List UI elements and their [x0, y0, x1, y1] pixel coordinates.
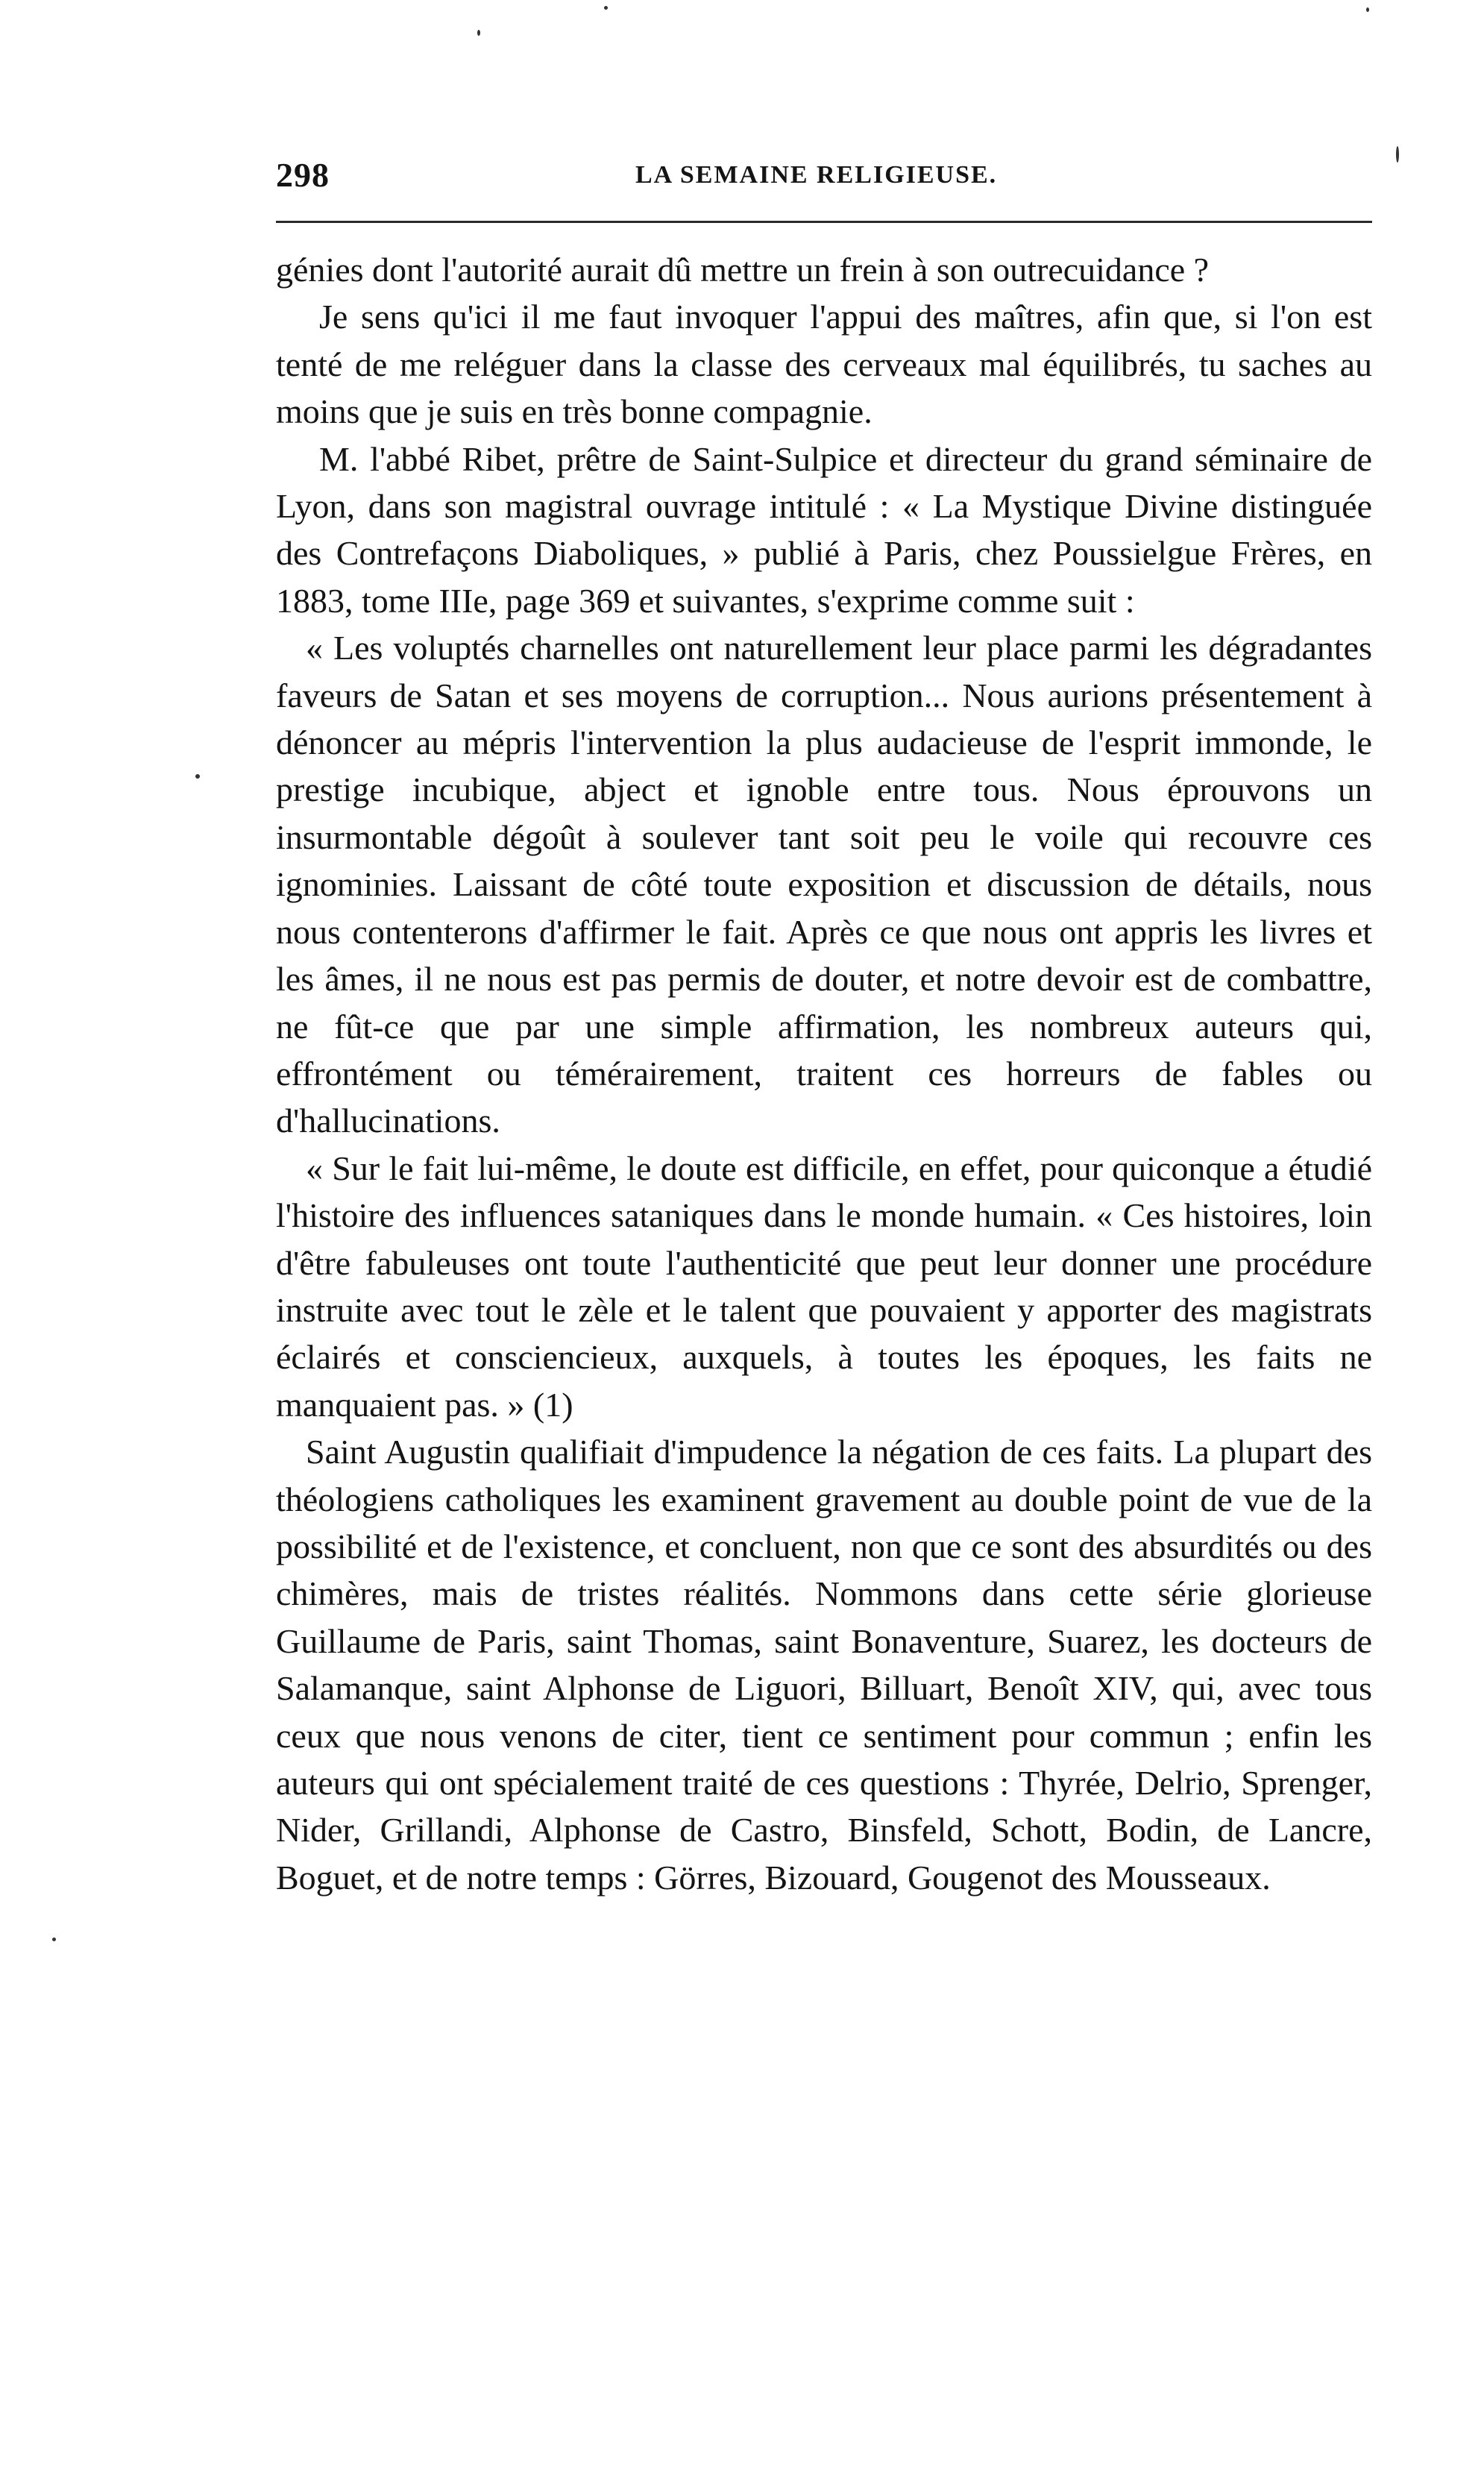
print-speck — [477, 30, 480, 36]
print-speck — [1396, 146, 1399, 163]
paragraph: M. l'abbé Ribet, prêtre de Saint-Sulpice et directeur du grand séminaire de Lyon, dans son magistral ouvrage intitulé : « La Mystique Divine distinguée des Contrefaçons Diaboliques, » publié à Paris, chez Poussielgue Frères, en 1883, tome IIIe, page 369 et suivantes, s'exprime comme suit : — [276, 439, 1372, 620]
running-head — [276, 155, 1380, 200]
body-text — [276, 246, 1372, 1901]
print-speck — [52, 1938, 56, 1941]
page-number: 298 — [276, 156, 330, 194]
quoted-paragraph: « Les voluptés charnelles ont naturellement leur place parmi les dégradantes faveurs de Satan et ses moyens de corruption... Nous aurions présentement à dénoncer au mépris l'intervention la plus audacieuse de l'esprit immonde, le prestige incubique, abject et ignoble entre tous. Nous éprouvons un insurmontable dégoût à soulever tant soit peu le voile qui recouvre ces ignominies. Laissant de côté toute exposition et discussion de détails, nous nous contenterons d'affirmer le fait. Après ce que nous ont appris les livres et les âmes, il ne nous est pas permis de douter, et notre devoir est de combattre, ne fût-ce que par une simple affirmation, les nombreux auteurs qui, effrontément ou témérairement, traitent ces horreurs de fables ou d'hallucinations. — [276, 629, 1372, 1140]
running-title: LA SEMAINE RELIGIEUSE. — [635, 161, 998, 189]
print-speck — [604, 6, 608, 10]
paragraph: Saint Augustin qualifiait d'impudence la négation de ces faits. La plupart des théologiens catholiques les examinent gravement au double point de vue de la possibilité et de l'existence, et concluent, non que ce sont des absurdités ou des chimères, mais de tristes réalités. Nommons dans cette série glorieuse Guillaume de Paris, saint Thomas, saint Bonaventure, Suarez, les docteurs de Salamanque, saint Alphonse de Liguori, Billuart, Benoît XIV, qui, avec tous ceux que nous venons de citer, tient ce sentiment pour commun ; enfin les auteurs qui ont spécialement traité de ces questions : Thyrée, Delrio, Sprenger, Nider, Grillandi, Alphonse de Castro, Binsfeld, Schott, Bodin, de Lancre, Boguet, et de notre temps : Görres, Bizouard, Gougenot des Mousseaux. — [276, 1433, 1372, 1897]
print-speck — [195, 774, 200, 779]
print-speck — [1366, 7, 1369, 12]
quoted-paragraph: « Sur le fait lui-même, le doute est difficile, en effet, pour quiconque a étudié l'histoire des influences sataniques dans le monde humain. « Ces histoires, loin d'être fabuleuses ont toute l'authenticité que peut leur donner une procédure instruite avec tout le zèle et le talent que pouvaient y apporter des magistrats éclairés et consciencieux, auxquels, à toutes les époques, les faits ne manquaient pas. » (1) — [276, 1149, 1372, 1424]
paragraph: Je sens qu'ici il me faut invoquer l'appui des maîtres, afin que, si l'on est tenté de me reléguer dans la classe des cerveaux mal équilibrés, tu saches au moins que je suis en très bonne compagnie. — [276, 298, 1372, 431]
header-divider — [276, 221, 1372, 223]
paragraph-continuation: génies dont l'autorité aurait dû mettre un frein à son outrecuidance ? — [276, 251, 1210, 289]
